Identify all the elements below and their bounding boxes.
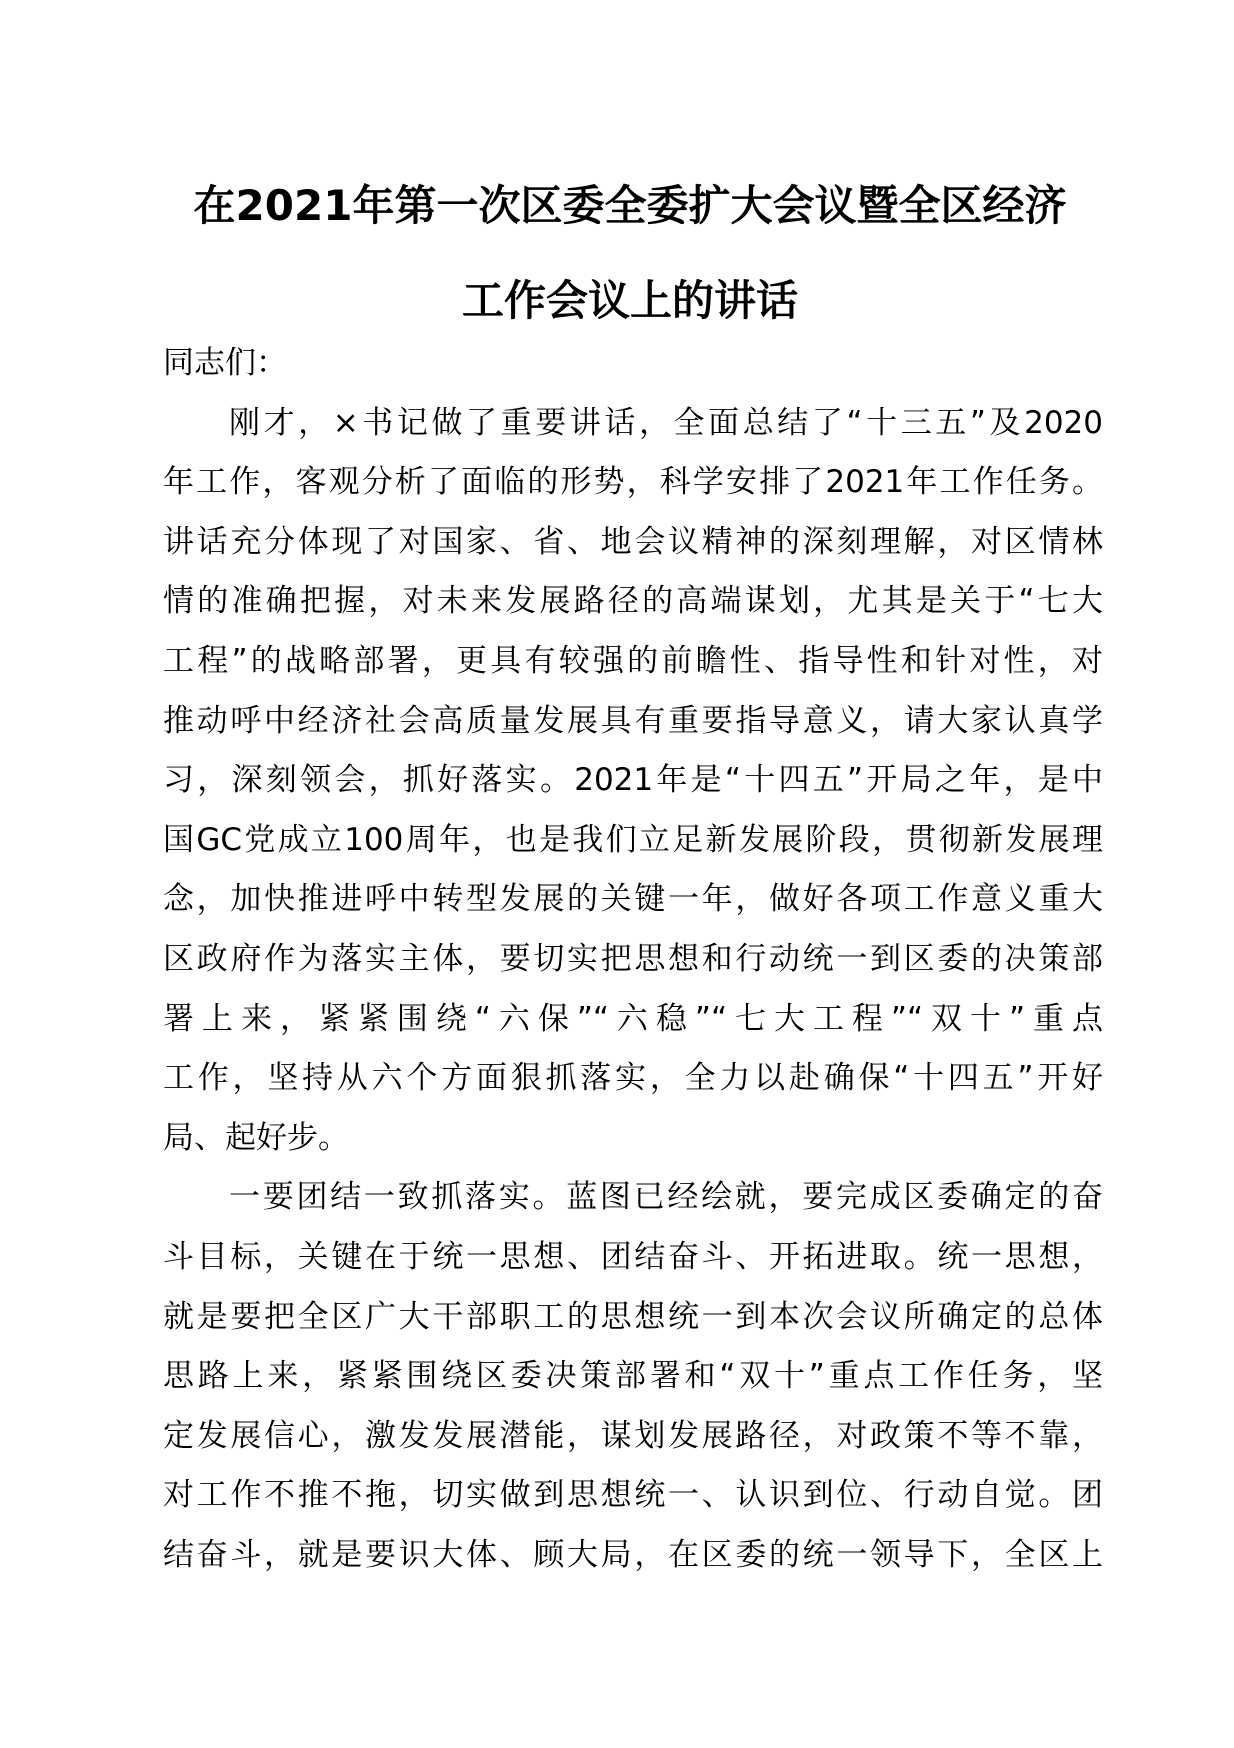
paragraph-1-line: 工作，坚持从六个方面狠抓落实，全力以赴确保“十四五”开好 xyxy=(163,1060,1103,1097)
paragraph-1-line: 习，深刻领会，抓好落实。2021年是“十四五”开局之年，是中 xyxy=(163,762,1103,799)
paragraph-1-line: 刚才，×书记做了重要讲话，全面总结了“十三五”及2020 xyxy=(229,404,1103,441)
paragraph-2-line: 斗目标，关键在于统一思想、团结奋斗、开拓进取。统一思想， xyxy=(163,1238,1103,1275)
document-title xyxy=(160,158,1100,348)
paragraph-1-line: 国GC党成立100周年，也是我们立足新发展阶段，贯彻新发展理 xyxy=(163,821,1103,858)
salutation: 同志们： xyxy=(163,345,287,381)
paragraph-2-line: 就是要把全区广大干部职工的思想统一到本次会议所确定的总体 xyxy=(163,1298,1103,1335)
paragraph-2-line: 对工作不推不拖，切实做到思想统一、认识到位、行动自觉。团 xyxy=(163,1477,1103,1514)
paragraph-1-line: 情的准确把握，对未来发展路径的高端谋划，尤其是关于“七大 xyxy=(163,583,1103,620)
title-line-2: 工作会议上的讲话 xyxy=(461,276,798,325)
paragraph-1-line: 工程”的战略部署，更具有较强的前瞻性、指导性和针对性，对 xyxy=(163,642,1103,679)
paragraph-2-line: 思路上来，紧紧围绕区委决策部署和“双十”重点工作任务，坚 xyxy=(163,1358,1103,1395)
paragraph-1-line: 局、起好步。 xyxy=(163,1119,349,1156)
paragraph-2-line: 一要团结一致抓落实。蓝图已经绘就，要完成区委确定的奋 xyxy=(229,1179,1103,1216)
paragraph-1-line: 推动呼中经济社会高质量发展具有重要指导意义，请大家认真学 xyxy=(163,702,1103,739)
paragraph-2-line: 定发展信心，激发发展潜能，谋划发展路径，对政策不等不靠， xyxy=(163,1417,1103,1454)
paragraph-1-line: 署上来，紧紧围绕“六保”“六稳”“七大工程”“双十”重点 xyxy=(163,1000,1103,1037)
paragraph-2-line: 结奋斗，就是要识大体、顾大局，在区委的统一领导下，全区上 xyxy=(163,1536,1103,1573)
paragraph-1-line: 念，加快推进呼中转型发展的关键一年，做好各项工作意义重大 xyxy=(163,881,1103,918)
speech-body xyxy=(163,334,1103,1585)
paragraph-1-line: 区政府作为落实主体，要切实把思想和行动统一到区委的决策部 xyxy=(163,940,1103,977)
title-line-1: 在2021年第一次区委全委扩大会议暨全区经济 xyxy=(193,181,1067,230)
paragraph-1-line: 年工作，客观分析了面临的形势，科学安排了2021年工作任务。 xyxy=(163,464,1103,501)
paragraph-1-line: 讲话充分体现了对国家、省、地会议精神的深刻理解，对区情林 xyxy=(163,523,1103,560)
